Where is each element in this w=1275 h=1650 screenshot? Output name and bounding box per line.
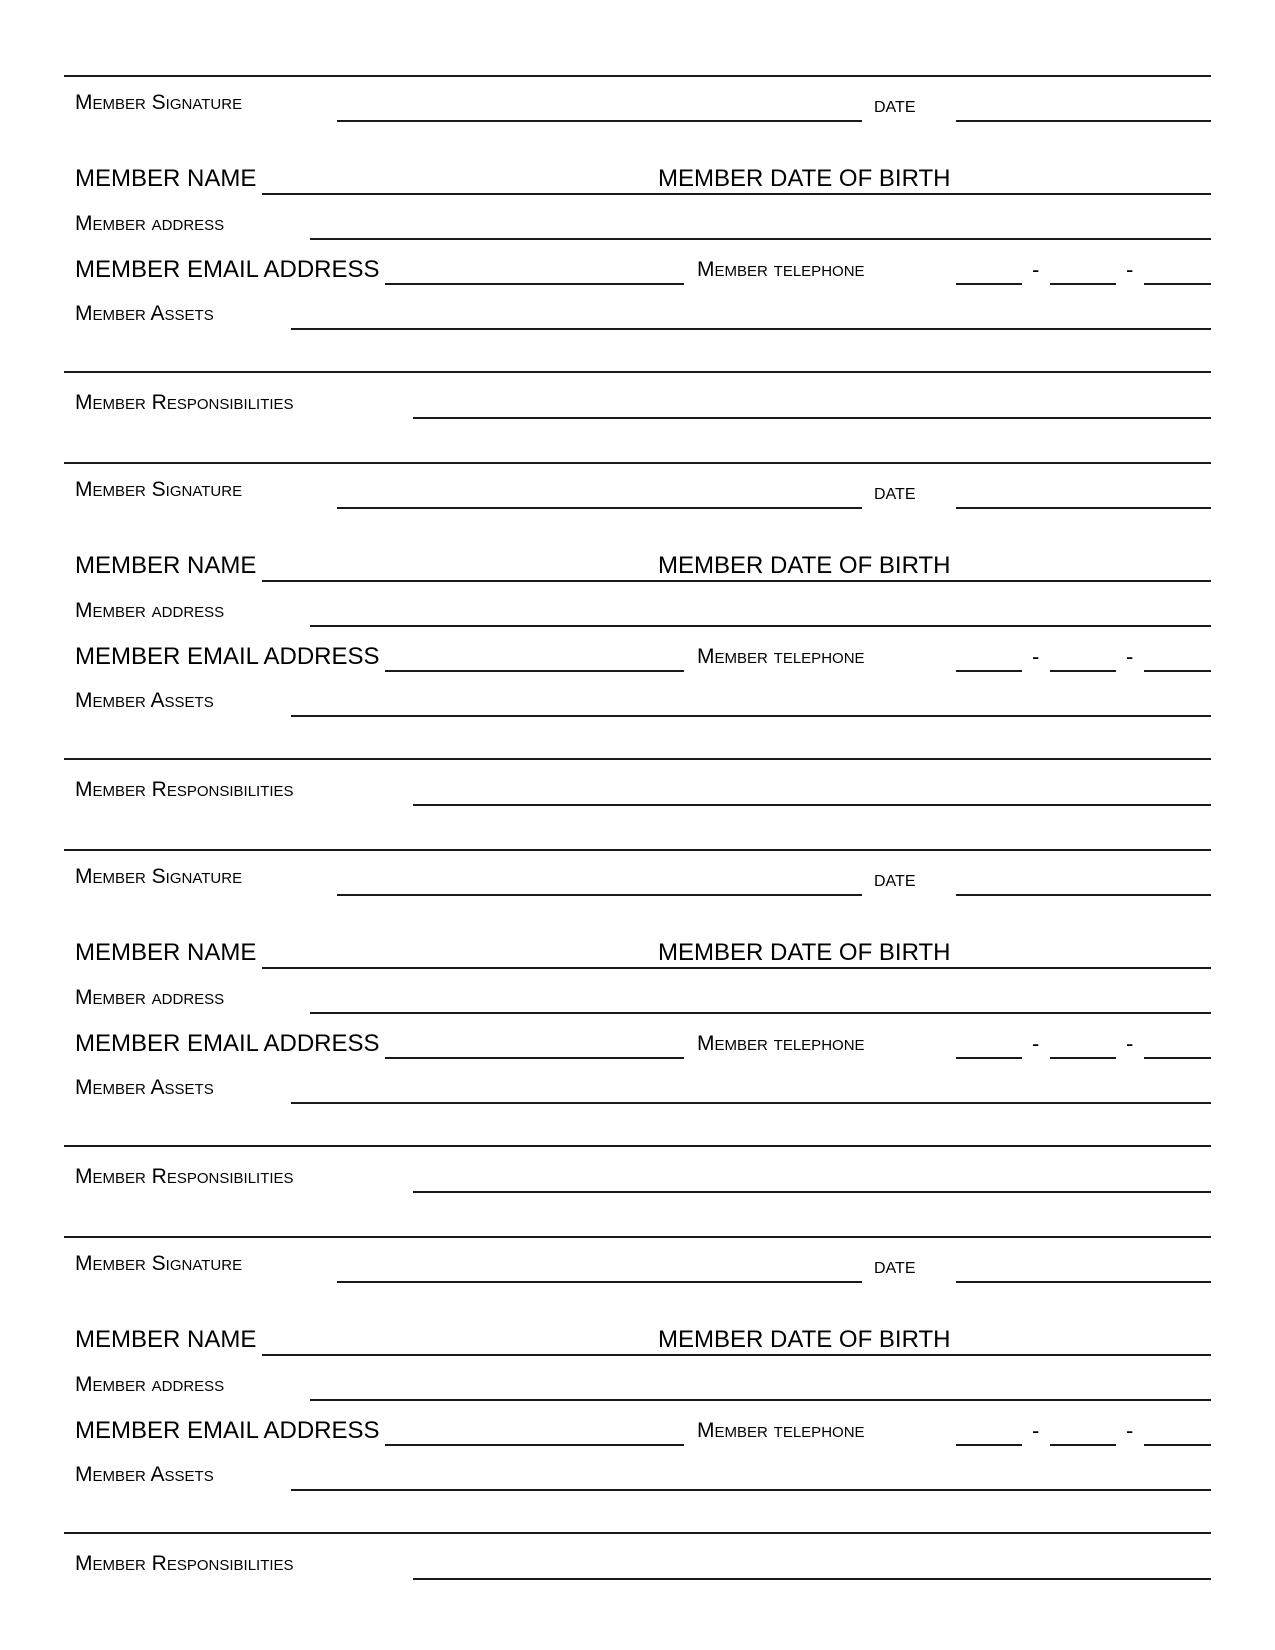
email-label: MEMBER EMAIL ADDRESS bbox=[75, 1417, 380, 1444]
phone-separator: - bbox=[1032, 644, 1040, 669]
date-field[interactable] bbox=[956, 120, 1211, 122]
responsibilities-label: Member Responsibilities bbox=[75, 778, 294, 801]
address-label: Member address bbox=[75, 599, 225, 622]
responsibilities-label: Member Responsibilities bbox=[75, 1552, 294, 1575]
email-field[interactable] bbox=[385, 670, 684, 672]
section-divider bbox=[64, 462, 1211, 464]
name-dob-field[interactable] bbox=[262, 967, 1211, 969]
name-dob-field[interactable] bbox=[262, 580, 1211, 582]
address-label: Member address bbox=[75, 212, 225, 235]
assets-label: Member Assets bbox=[75, 302, 214, 325]
signature-field[interactable] bbox=[337, 120, 862, 122]
phone-separator: - bbox=[1126, 1418, 1134, 1443]
phone-prefix-field[interactable] bbox=[1050, 1057, 1116, 1059]
member-entry bbox=[0, 1161, 1275, 1575]
name-label: MEMBER NAME bbox=[75, 165, 257, 192]
phone-prefix-field[interactable] bbox=[1050, 1444, 1116, 1446]
assets-continuation-field[interactable] bbox=[64, 1145, 1211, 1147]
assets-continuation-field[interactable] bbox=[64, 1532, 1211, 1534]
signature-label: Member Signature bbox=[75, 478, 243, 501]
assets-label: Member Assets bbox=[75, 1463, 214, 1486]
signature-field[interactable] bbox=[337, 507, 862, 509]
phone-separator: - bbox=[1126, 644, 1134, 669]
email-field[interactable] bbox=[385, 1057, 684, 1059]
section-divider bbox=[64, 849, 1211, 851]
phone-line-field[interactable] bbox=[1144, 1444, 1211, 1446]
responsibilities-field[interactable] bbox=[413, 1578, 1211, 1580]
assets-continuation-field[interactable] bbox=[64, 758, 1211, 760]
phone-separator: - bbox=[1032, 257, 1040, 282]
assets-field[interactable] bbox=[291, 328, 1211, 330]
assets-label: Member Assets bbox=[75, 689, 214, 712]
signature-field[interactable] bbox=[337, 894, 862, 896]
member-entry bbox=[0, 387, 1275, 801]
member-entry bbox=[0, 774, 1275, 1188]
date-label: DATE bbox=[874, 1260, 916, 1277]
date-label: DATE bbox=[874, 873, 916, 890]
phone-separator: - bbox=[1126, 1031, 1134, 1056]
member-entry bbox=[0, 0, 1275, 414]
signature-label: Member Signature bbox=[75, 865, 243, 888]
phone-area-field[interactable] bbox=[956, 283, 1022, 285]
address-field[interactable] bbox=[310, 1012, 1211, 1014]
date-field[interactable] bbox=[956, 894, 1211, 896]
telephone-label: Member telephone bbox=[697, 645, 865, 668]
assets-field[interactable] bbox=[291, 1102, 1211, 1104]
address-label: Member address bbox=[75, 986, 225, 1009]
phone-line-field[interactable] bbox=[1144, 670, 1211, 672]
name-label: MEMBER NAME bbox=[75, 939, 257, 966]
email-label: MEMBER EMAIL ADDRESS bbox=[75, 643, 380, 670]
name-dob-field[interactable] bbox=[262, 193, 1211, 195]
telephone-label: Member telephone bbox=[697, 1419, 865, 1442]
phone-separator: - bbox=[1032, 1031, 1040, 1056]
phone-separator: - bbox=[1032, 1418, 1040, 1443]
address-label: Member address bbox=[75, 1373, 225, 1396]
assets-continuation-field[interactable] bbox=[64, 371, 1211, 373]
address-field[interactable] bbox=[310, 238, 1211, 240]
section-divider bbox=[64, 75, 1211, 77]
dob-label: MEMBER DATE OF BIRTH bbox=[658, 165, 951, 192]
date-label: DATE bbox=[874, 486, 916, 503]
email-field[interactable] bbox=[385, 1444, 684, 1446]
phone-prefix-field[interactable] bbox=[1050, 670, 1116, 672]
phone-separator: - bbox=[1126, 257, 1134, 282]
date-field[interactable] bbox=[956, 507, 1211, 509]
phone-area-field[interactable] bbox=[956, 1444, 1022, 1446]
assets-field[interactable] bbox=[291, 715, 1211, 717]
dob-label: MEMBER DATE OF BIRTH bbox=[658, 552, 951, 579]
address-field[interactable] bbox=[310, 625, 1211, 627]
phone-prefix-field[interactable] bbox=[1050, 283, 1116, 285]
section-divider bbox=[64, 1236, 1211, 1238]
responsibilities-label: Member Responsibilities bbox=[75, 1165, 294, 1188]
phone-line-field[interactable] bbox=[1144, 283, 1211, 285]
name-dob-field[interactable] bbox=[262, 1354, 1211, 1356]
signature-field[interactable] bbox=[337, 1281, 862, 1283]
phone-area-field[interactable] bbox=[956, 1057, 1022, 1059]
assets-field[interactable] bbox=[291, 1489, 1211, 1491]
date-label: DATE bbox=[874, 99, 916, 116]
address-field[interactable] bbox=[310, 1399, 1211, 1401]
signature-label: Member Signature bbox=[75, 1252, 243, 1275]
date-field[interactable] bbox=[956, 1281, 1211, 1283]
signature-label: Member Signature bbox=[75, 91, 243, 114]
email-label: MEMBER EMAIL ADDRESS bbox=[75, 1030, 380, 1057]
dob-label: MEMBER DATE OF BIRTH bbox=[658, 1326, 951, 1353]
assets-label: Member Assets bbox=[75, 1076, 214, 1099]
phone-line-field[interactable] bbox=[1144, 1057, 1211, 1059]
email-label: MEMBER EMAIL ADDRESS bbox=[75, 256, 380, 283]
dob-label: MEMBER DATE OF BIRTH bbox=[658, 939, 951, 966]
email-field[interactable] bbox=[385, 283, 684, 285]
name-label: MEMBER NAME bbox=[75, 552, 257, 579]
phone-area-field[interactable] bbox=[956, 670, 1022, 672]
telephone-label: Member telephone bbox=[697, 258, 865, 281]
responsibilities-label: Member Responsibilities bbox=[75, 391, 294, 414]
telephone-label: Member telephone bbox=[697, 1032, 865, 1055]
name-label: MEMBER NAME bbox=[75, 1326, 257, 1353]
